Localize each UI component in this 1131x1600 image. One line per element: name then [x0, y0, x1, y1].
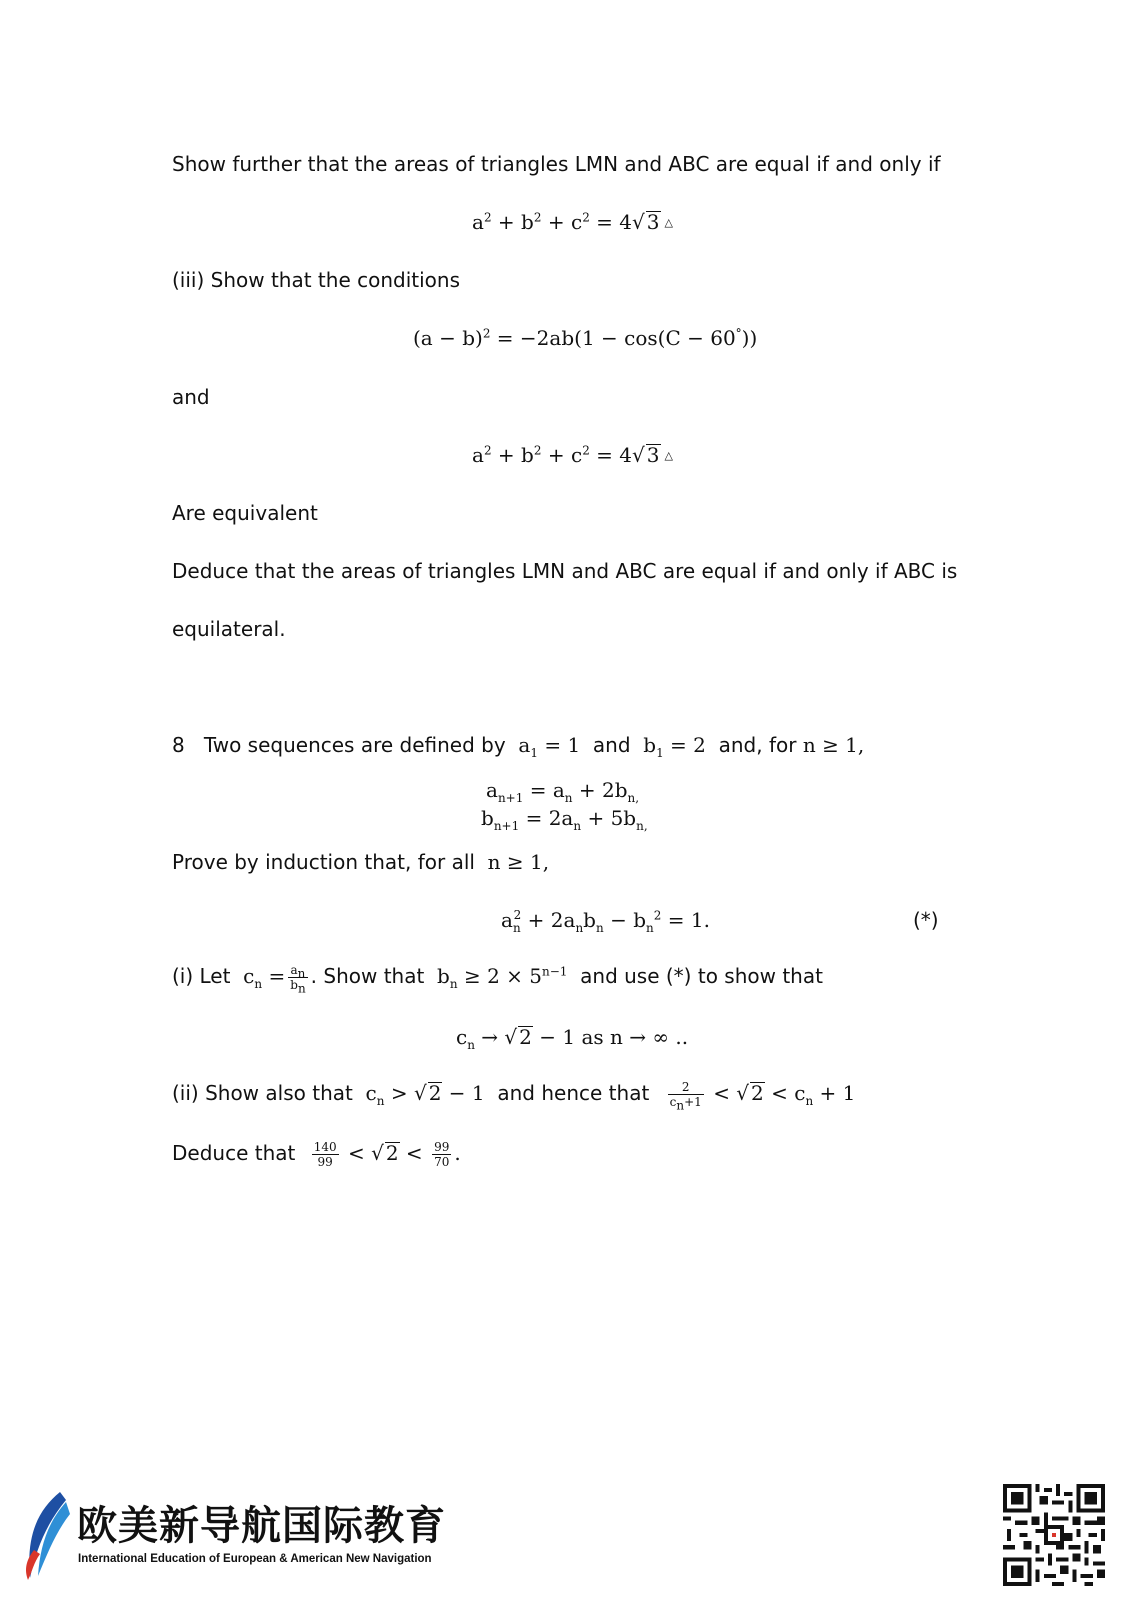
equation-cosine-condition: $(a - b)^2 = -2ab(1 - \cos(C - 60^\circ))$: [413, 326, 758, 350]
logo-english-text: International Education of European & American New Navigation: [78, 1553, 432, 1565]
limit-statement: $c_n$ → √ 2 − 1 as n → ∞ ..: [456, 1025, 689, 1052]
part-i-statement: (i) Let $c_n$ = $\frac{a_n}{b_n}$ . Show that $b_n \ge 2 \times 5^{n-1}$ and use (*) to show that: [172, 963, 823, 996]
qr-code-icon: [1003, 1484, 1105, 1586]
statement-are-equivalent: Are equivalent: [172, 501, 318, 525]
question-number: 8: [172, 733, 185, 757]
prove-statement: Prove by induction that, for all n ≥ 1,: [172, 850, 550, 874]
recurrence-a: $a_{n+1} = a_n + 2b_{n,}$: [486, 778, 640, 805]
question-8-intro: 8 Two sequences are defined by $a_1 = 1$ and $b_1 = 2$ and, for n ≥ 1,: [172, 733, 865, 760]
feather-icon: [20, 1490, 76, 1582]
identity-star: $a_n^2 + 2a_nb_n - b_n^2 = 1$.: [501, 908, 710, 935]
part-iii-heading: (iii) Show that the conditions: [172, 268, 460, 292]
identity-star-label: (*): [913, 908, 939, 932]
equation-area-condition-2: $a^2 + b^2 + c^2 = 4√$ 3 △: [472, 443, 673, 467]
part-ii-statement: (ii) Show also that $c_n$ > √ 2 − 1 and hence that $\frac{2}{c_n+1}$ < √ $2 < c_n + 1$: [172, 1080, 856, 1113]
statement-deduce-line2: equilateral.: [172, 617, 286, 641]
connector-and: and: [172, 385, 210, 409]
equation-area-condition-1: $a^2 + b^2 + c^2 = 4√$ 3 △: [472, 210, 673, 234]
deduce-bounds: Deduce that $\frac{140}{99}$ < √ 2 < $\frac{99}{70}$ .: [172, 1140, 461, 1169]
statement-show-further: Show further that the areas of triangles LMN and ABC are equal if and only if: [172, 152, 941, 176]
logo-chinese-text: 欧美新导航国际教育: [77, 1503, 446, 1549]
recurrence-b: $b_{n+1} = 2a_n + 5b_{n,}$: [481, 806, 648, 833]
statement-deduce-line1: Deduce that the areas of triangles LMN and ABC are equal if and only if ABC is: [172, 559, 958, 583]
brand-logo: [20, 1490, 460, 1585]
